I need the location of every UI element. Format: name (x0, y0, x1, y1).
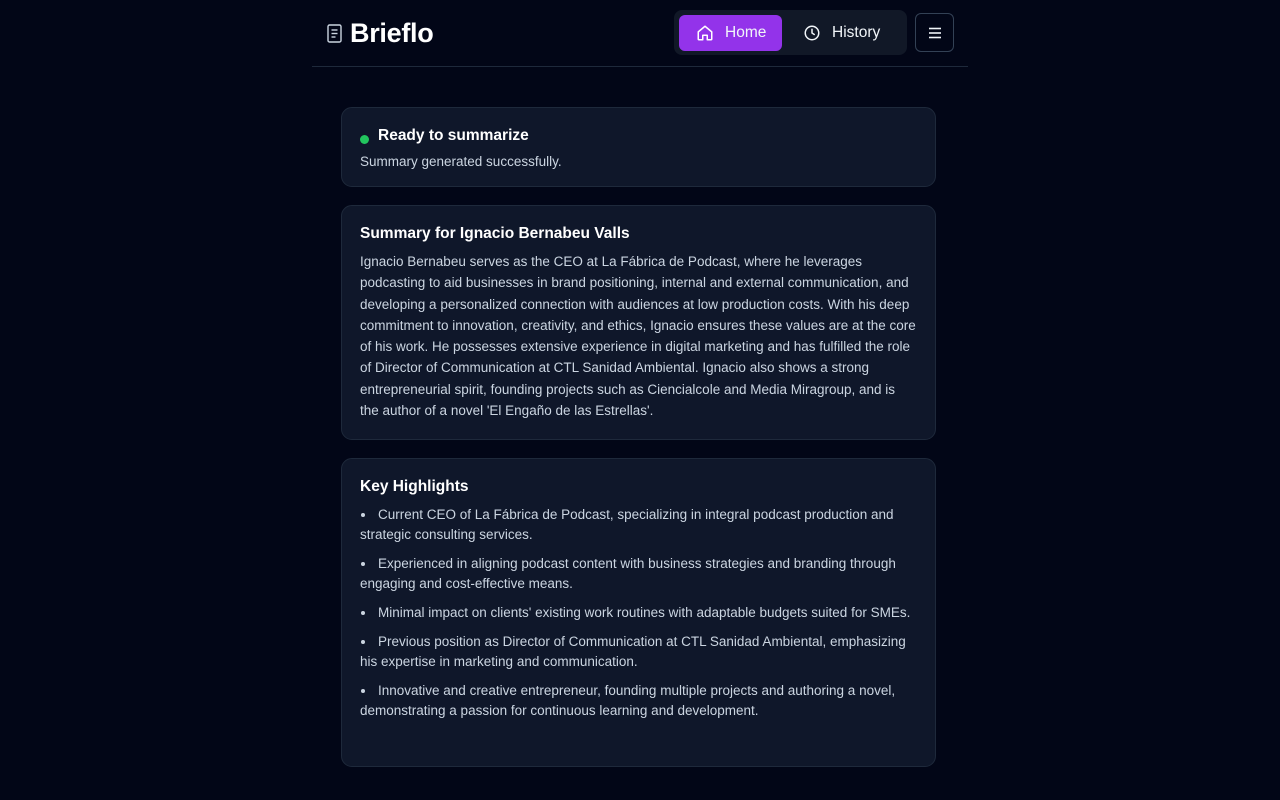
summary-card (341, 205, 936, 440)
list-item: Current CEO of La Fábrica de Podcast, specializing in integral podcast production and strategic consulting services. (360, 505, 917, 545)
nav-history-button[interactable] (782, 15, 900, 51)
status-message: Summary generated successfully. (360, 154, 562, 169)
main-nav (674, 10, 907, 55)
status-indicator (360, 135, 369, 144)
status-title: Ready to summarize (378, 127, 529, 144)
nav-home-label: Home (725, 23, 767, 41)
list-item: Minimal impact on clients' existing work routines with adaptable budgets suited for SMEs. (360, 603, 917, 623)
top-bar (312, 0, 968, 67)
summary-title: Summary for Ignacio Bernabeu Valls (360, 225, 630, 242)
status-card (341, 107, 936, 187)
clock-icon (803, 24, 821, 42)
highlights-list (360, 505, 917, 721)
summary-text: Ignacio Bernabeu serves as the CEO at La Fábrica de Podcast, where he leverages podcasting to aid businesses in brand positioning, internal and external communication, and developing a personalized connection with audiences at low production costs. With his deep commitment to innovation, creativity, and ethics, Ignacio ensures these values are at the core of his work. He possesses extensive experience in digital marketing and has fulfilled the role of Director of Communication at CTL Sanidad Ambiental. Ignacio also shows a strong entrepreneurial spirit, founding projects such as Ciencialcole and Media Miragroup, and is the author of a novel 'El Engaño de las Estrellas'. (360, 254, 916, 419)
highlights-card (341, 458, 936, 767)
nav-history-label: History (832, 23, 881, 41)
list-item: Experienced in aligning podcast content with business strategies and branding through engaging and cost-effective means. (360, 554, 917, 594)
list-item: Innovative and creative entrepreneur, founding multiple projects and authoring a novel, demonstrating a passion for continuous learning and development. (360, 681, 917, 721)
document-icon (326, 23, 344, 45)
brand-name: Brieflo (350, 17, 434, 48)
hamburger-icon (928, 27, 942, 39)
menu-button[interactable] (915, 13, 954, 52)
list-item: Previous position as Director of Communication at CTL Sanidad Ambiental, emphasizing his expertise in marketing and communication. (360, 632, 917, 672)
home-icon (696, 24, 714, 42)
nav-home-button[interactable] (679, 15, 782, 51)
brand[interactable] (326, 18, 433, 49)
app-root (312, 0, 968, 800)
highlights-title: Key Highlights (360, 478, 469, 495)
